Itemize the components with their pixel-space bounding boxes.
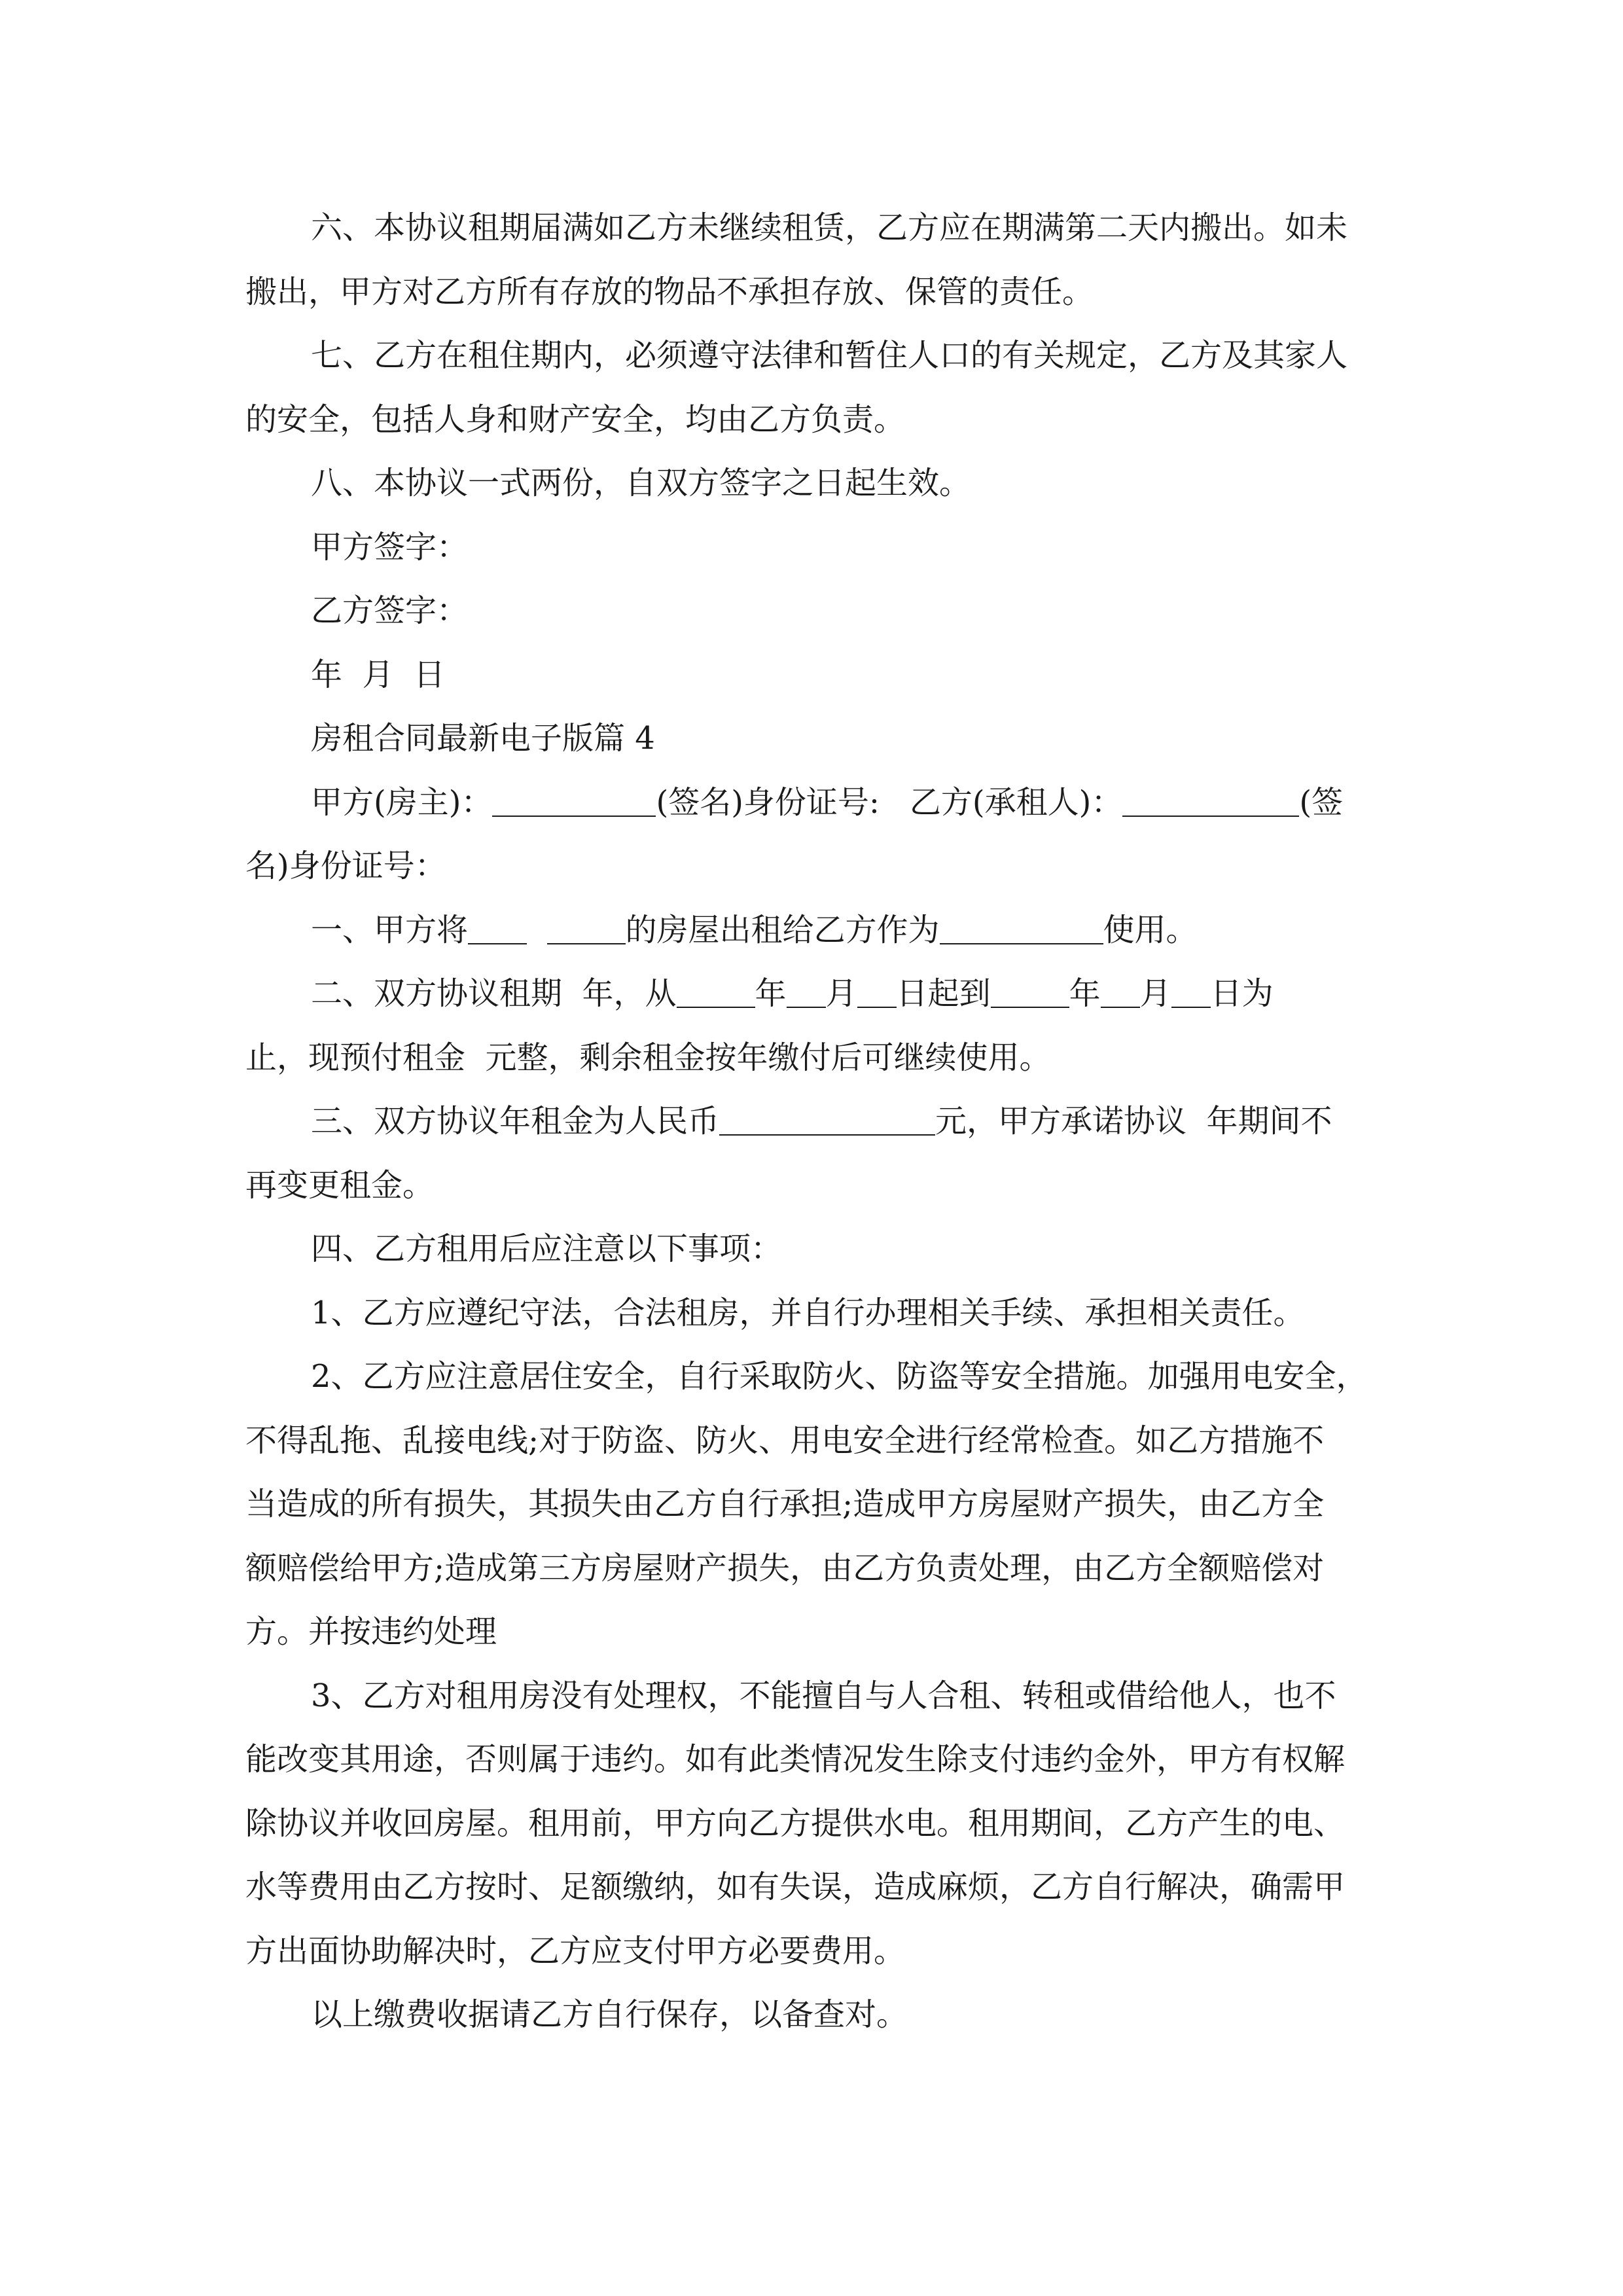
clause-2-line-2 (245, 1026, 1378, 1090)
clause-2-line-1 (245, 962, 1378, 1026)
landlord-name-blank (492, 789, 656, 817)
clause-4-heading: 四、乙方租用后应注意以下事项： (311, 1230, 783, 1267)
tenant-name-blank (1122, 789, 1299, 817)
clause-3-line-2: 再变更租金。 (245, 1166, 435, 1204)
end-year-label: 年 (1069, 975, 1101, 1012)
parties-line-2: 名)身份证号： (245, 848, 446, 884)
item-1: 1、乙方应遵纪守法，合法租房，并自行办理相关手续、承担相关责任。 (311, 1294, 1305, 1331)
item-2-line-1: 2、乙方应注意居住安全，自行采取防火、防盗等安全措施。加强用电安全， (311, 1358, 1368, 1395)
start-year-blank (677, 980, 755, 1008)
clause-6-line-2: 搬出，甲方对乙方所有存放的物品不承担存放、保管的责任。 (245, 273, 1094, 310)
clause-2-text-a: 二、双方协议租期 年，从 (311, 975, 677, 1012)
item-3-line-3: 除协议并收回房屋。租用前，甲方向乙方提供水电。租用期间，乙方产生的电、 (245, 1804, 1346, 1842)
date-line (245, 643, 1378, 708)
parties-line-1 (245, 771, 1378, 835)
clause-8: 八、本协议一式两份，自双方签字之日起生效。 (311, 465, 971, 501)
section-title: 房租合同最新电子版篇 4 (311, 720, 655, 757)
start-year-label: 年 (755, 975, 787, 1012)
item-3-line-2: 能改变其用途，否则属于违约。如有此类情况发生除支付违约金外，甲方有权解 (245, 1741, 1346, 1778)
item-2-line-2: 不得乱拖、乱接电线;对于防盗、防火、用电安全进行经常检查。如乙方措施不 (245, 1422, 1325, 1459)
clause-1-text-c: 使用。 (1103, 911, 1198, 948)
start-month-label: 月 (825, 975, 857, 1012)
clause-7-line-2: 的安全，包括人身和财产安全，均由乙方负责。 (245, 401, 906, 438)
clause-3-text-b: 元，甲方承诺协议 年期间不 (935, 1103, 1332, 1139)
signature-id-label-1: (签名)身份证号: (656, 783, 880, 821)
landlord-label: 甲方(房主)： (311, 783, 493, 821)
item-3-line-1: 3、乙方对租用房没有处理权，不能擅自与人合租、转租或借给他人，也不 (311, 1677, 1336, 1714)
signature-label-2-start: (签 (1299, 783, 1344, 821)
end-month-label: 月 (1139, 975, 1171, 1012)
clause-6-line-1: 六、本协议租期届满如乙方未继续租赁，乙方应在期满第二天内搬出。如未 (311, 209, 1348, 246)
item-3-line-5: 方出面协助解决时，乙方应支付甲方必要费用。 (245, 1932, 906, 1969)
clause-2-text-line-2: 止，现预付租金 元整，剩余租金按年缴付后可继续使用。 (245, 1039, 1051, 1076)
start-day-blank (857, 980, 897, 1008)
item-2-line-5: 方。并按违约处理 (245, 1613, 497, 1650)
clause-3-text-a: 三、双方协议年租金为人民币 (311, 1103, 720, 1139)
end-day-blank (1171, 980, 1211, 1008)
item-2-line-4: 额赔偿给甲方;造成第三方房屋财产损失，由乙方负责处理，由乙方全额赔偿对 (245, 1549, 1325, 1587)
item-2-line-3: 当造成的所有损失，其损失由乙方自行承担;造成甲方房屋财产损失，由乙方全 (245, 1486, 1325, 1522)
clause-3-line-1 (245, 1090, 1378, 1154)
end-day-label: 日为 (1210, 975, 1274, 1012)
start-month-blank (787, 980, 826, 1008)
tenant-label: 乙方(承租人)： (909, 783, 1123, 821)
receipt-note: 以上缴费收据请乙方自行保存，以备查对。 (311, 1996, 908, 2033)
document-body (245, 196, 1378, 2047)
end-year-blank (991, 980, 1069, 1008)
item-3-line-4: 水等费用由乙方按时、足额缴纳，如有失误，造成麻烦，乙方自行解决，确需甲 (245, 1869, 1346, 1905)
end-month-blank (1101, 980, 1140, 1008)
start-day-label: 日起到 (896, 975, 991, 1012)
party-b-signature-label: 乙方签字： (311, 592, 469, 629)
clause-7-line-1: 七、乙方在租住期内，必须遵守法律和暂住人口的有关规定，乙方及其家人 (311, 337, 1348, 374)
usage-blank (940, 917, 1103, 944)
party-a-signature-label: 甲方签字： (311, 528, 469, 565)
clause-1-text-a: 一、甲方将 (311, 911, 469, 948)
clause-1-text-b: 的房屋出租给乙方作为 (625, 911, 940, 948)
clause-1 (245, 899, 1378, 963)
house-address-blank-2 (547, 917, 626, 944)
annual-rent-blank (719, 1108, 935, 1136)
house-address-blank-1 (468, 917, 527, 944)
date-text: 年 月 日 (311, 656, 446, 693)
